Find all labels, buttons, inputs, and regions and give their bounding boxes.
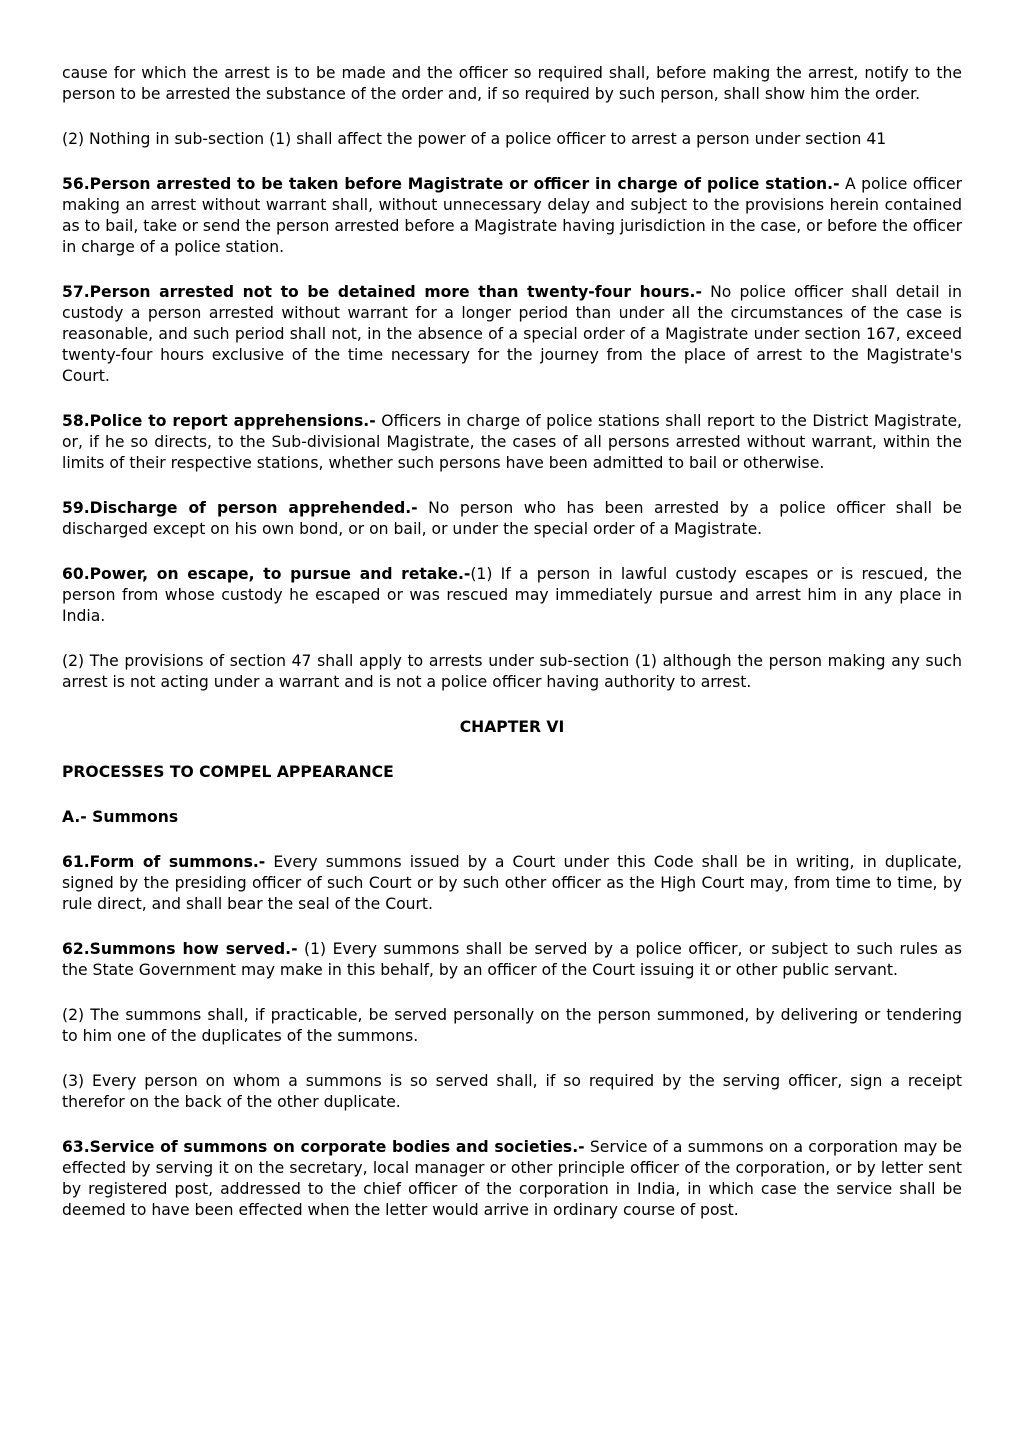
chapter-subtitle: PROCESSES TO COMPEL APPEARANCE (62, 763, 394, 781)
paragraph-continuation: cause for which the arrest is to be made and the officer so required shall, before making the arrest, notify to the person to be arrested the substance of the order and, if so required by such person, shall show him the order. (62, 64, 962, 103)
section-60: 60.Power, on escape, to pursue and retake.-(1) If a person in lawful custody escapes or is rescued, the person from whose custody he escaped or was rescued may immediately pursue and arrest him in any place in India. (62, 565, 962, 625)
part-heading: A.- Summons (62, 808, 179, 826)
section-62: 62.Summons how served.- (1) Every summons shall be served by a police officer, or subject to such rules as the State Government may make in this behalf, by an officer of the Court issuing it or other public servant. (62, 940, 962, 979)
section-59: 59.Discharge of person apprehended.- No person who has been arrested by a police officer shall be discharged except on his own bond, or on bail, or under the special order of a Magistrate. (62, 499, 962, 538)
chapter-title: CHAPTER VI (459, 718, 565, 736)
section-61: 61.Form of summons.- Every summons issued by a Court under this Code shall be in writing, in duplicate, signed by the presiding officer of such Court or by such other officer as the High Court may, from time to time, by rule direct, and shall bear the seal of the Court. (62, 853, 962, 913)
section-heading: 58.Police to report apprehensions.- (62, 412, 376, 430)
section-heading: 60.Power, on escape, to pursue and retake.- (62, 565, 471, 583)
section-56: 56.Person arrested to be taken before Magistrate or officer in charge of police station.- A police officer making an arrest without warrant shall, without unnecessary delay and subject to the provisions herein contained as to bail, take or send the person arrested before a Magistrate having jurisdiction in the case, or before the officer in charge of a police station. (62, 175, 962, 256)
section-62-subsection-3: (3) Every person on whom a summons is so served shall, if so required by the serving officer, sign a receipt therefor on the back of the other duplicate. (62, 1072, 962, 1111)
section-heading: 57.Person arrested not to be detained more than twenty-four hours.- (62, 283, 702, 301)
section-58: 58.Police to report apprehensions.- Officers in charge of police stations shall report to the District Magistrate, or, if he so directs, to the Sub-divisional Magistrate, the cases of all persons arrested without warrant, within the limits of their respective stations, whether such persons have been admitted to bail or otherwise. (62, 412, 963, 472)
section-heading: 63.Service of summons on corporate bodies and societies.- (62, 1138, 585, 1156)
section-heading: 61.Form of summons.- (62, 853, 266, 871)
section-62-subsection-2: (2) The summons shall, if practicable, be served personally on the person summoned, by delivering or tendering to him one of the duplicates of the summons. (62, 1006, 962, 1045)
section-heading: 62.Summons how served.- (62, 940, 298, 958)
section-heading: 59.Discharge of person apprehended.- (62, 499, 418, 517)
section-63: 63.Service of summons on corporate bodies and societies.- Service of a summons on a corporation may be effected by serving it on the secretary, local manager or other principle officer of the corporation, or by letter sent by registered post, addressed to the chief officer of the corporation in India, in which case the service shall be deemed to have been effected when the letter would arrive in ordinary course of post. (62, 1138, 963, 1219)
section-heading: 56.Person arrested to be taken before Magistrate or officer in charge of police station.- (62, 175, 840, 193)
section-57: 57.Person arrested not to be detained more than twenty-four hours.- No police officer shall detail in custody a person arrested without warrant for a longer period than under all the circumstances of the case is reasonable, and such period shall not, in the absence of a special order of a Magistrate under section 167, exceed twenty-four hours exclusive of the time necessary for the journey from the place of arrest to the Magistrate's Court. (62, 283, 962, 385)
paragraph-subsection-2: (2) Nothing in sub-section (1) shall affect the power of a police officer to arrest a person under section 41 (62, 130, 887, 148)
section-60-subsection-2: (2) The provisions of section 47 shall apply to arrests under sub-section (1) although the person making any such arrest is not acting under a warrant and is not a police officer having authority to arrest. (62, 652, 962, 691)
